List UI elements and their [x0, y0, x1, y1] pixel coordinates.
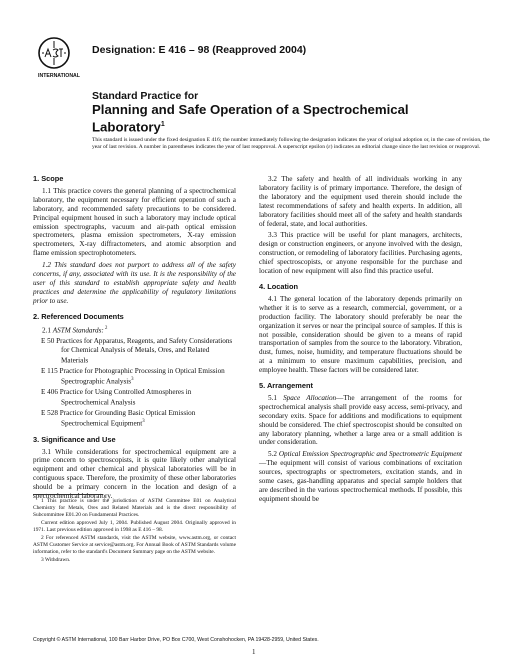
title-prefix: Standard Practice for [92, 90, 199, 102]
footnote: 1 This practice is under the jurisdiction of ASTM Committee E01 on Analytical Chemistry for Metals, Ores and Related Materials and is the direct responsibility of Subcommittee E01.20 on Fundamental Practices. [33, 498, 236, 518]
footnotes [33, 498, 236, 565]
svg-text:INTERNATIONAL: INTERNATIONAL [38, 73, 80, 79]
para-5-2: 5.2 Optical Emission Spectrographic and Spectrometric Equipment—The equipment will consist of various combinations of excitation sources, spectrographs or spectrometers, excitation stands, and in some cases, gas-handling apparatus and special sample holders that are described in the various spectrochemical methods. If possible, this equipment should be [259, 450, 463, 503]
section-heading-significance: 3. Significance and Use [33, 434, 116, 444]
section-heading-arrangement: 5. Arrangement [259, 381, 313, 391]
para-1-1: 1.1 This practice covers the general planning of a spectrochemical laboratory, the equipment necessary for efficient operation of such a laboratory, and recommended safety precautions to be considered. Principal equipment housed in such a laboratory may include optical emission spectrographs, vacuum and air-path optical emission spectrometers, plasma emission spectrometers, X-ray emission spectrometers, X-ray diffractometers, and atomic absorption and flame emission spectrophotometers. [33, 186, 236, 258]
document-title: Planning and Safe Operation of a Spectrochemical Laboratory$^1$ [92, 102, 409, 135]
footnote: 2 For referenced ASTM standards, visit the ASTM website, www.astm.org, or contact ASTM Customer Service at service@astm.org. For Annual Book of ASTM Standards volume information, refer to the standard's Document Summary page on the ASTM website. [33, 535, 236, 555]
para-3-2: 3.2 The safety and health of all individuals working in any laboratory facility is of primary importance. Therefore, the design of the laboratory and the equipment used therein should include the latest recommendations of safety and health experts. In addition, all laboratory facilities should meet all of the safety and health standards of federal, state, and local authorities. [259, 175, 462, 228]
left-column [33, 174, 236, 501]
reference-e50: E 50 Practices for Apparatus, Reagents, and Safety Considerations for Chemical Analysis of Metals, Ores, and Related Materials [41, 336, 233, 365]
para-4-1: 4.1 The general location of the laboratory depends primarily on whether it is to serve as a research, commercial, government, or a production facility. The laboratory should preferably be near the organization it serves or near the principal source of samples. If this is not possible, consideration should be given to a means of rapid transportation of samples from the source to the laboratory. Vibration, dust, fumes, noise, humidity, and temperature fluctuations should be at a minimum to ensure maximum capabilities, precision, and employee health. These factors will be considered later. [259, 294, 462, 375]
para-5-1: 5.1 Space Allocation—The arrangement of the rooms for spectrochemical analysis shall provide easy access, semi-privacy, and secondary exits. Space for additions and modifications to equipment should be considered. The chief spectroscopist should be consulted on any laboratory planning, whether a large area or a small addition is under consideration. [259, 393, 462, 447]
section-heading-location: 4. Location [259, 281, 299, 291]
para-1-2: 1.2 This standard does not purport to address all of the safety concerns, if any, associated with its use. It is the responsibility of the user of this standard to establish appropriate safety and health practices and determine the applicability of regulatory limitations prior to use. [33, 261, 236, 305]
footnote: 3 Withdrawn. [41, 557, 71, 563]
para-3-3: 3.3 This practice will be useful for plant managers, architects, design or construction engineers, or anyone involved with the design, construction, or remodeling of laboratory facilities. Purchasing agents, chief spectroscopists, or anyone responsible for the purchase and location of new equipment will also find this practice useful. [259, 231, 462, 276]
title-block [92, 90, 422, 134]
footnote: Current edition approved July 1, 2004. Published August 2004. Originally approved in 1971. Last previous edition approved in 1998 as E 416 – 98. [33, 520, 236, 533]
designation-notice: This standard is issued under the fixed designation E 416; the number immediately following the designation indicates the year of original adoption or, in the case of revision, the year of last revision. A number in parentheses indicates the year of last reapproval. A superscript epsilon (ε) indicates an editorial change since the last revision or reapproval. [92, 137, 490, 151]
designation: Designation: E 416 – 98 (Reapproved 2004) [92, 44, 307, 56]
section-heading-scope: 1. Scope [33, 174, 64, 183]
section-heading-referenced-documents: 2. Referenced Documents [33, 311, 124, 321]
para-3-1: 3.1 While considerations for spectrochemical equipment are a prime concern to spectroscopists, it is quite likely other analytical equipment and other chemical and physical laboratories will be in contiguous space. Therefore, the proximity of these other laboratories should be a primary concern in the location and design of a spectrochemical laboratory. [33, 447, 236, 501]
para-2-1: 2.1 ASTM Standards: $^2$ [42, 325, 108, 334]
copyright-line: Copyright © ASTM International, 100 Barr Harbor Drive, PO Box C700, West Conshohocken, PA 19428-2959, United States. [33, 637, 319, 643]
reference-e115: E 115 Practice for Photographic Processing in Optical Emission Spectrographic Analysis$^3$ [41, 367, 225, 386]
page-number: 1 [252, 648, 256, 656]
astm-logo [36, 36, 86, 80]
right-column [259, 175, 462, 504]
reference-e406: E 406 Practice for Using Controlled Atmospheres in Spectrochemical Analysis [41, 388, 192, 407]
footnote-rule [33, 494, 103, 495]
reference-e528: E 528 Practice for Grounding Basic Optical Emission Spectrochemical Equipment$^3$ [41, 409, 196, 428]
